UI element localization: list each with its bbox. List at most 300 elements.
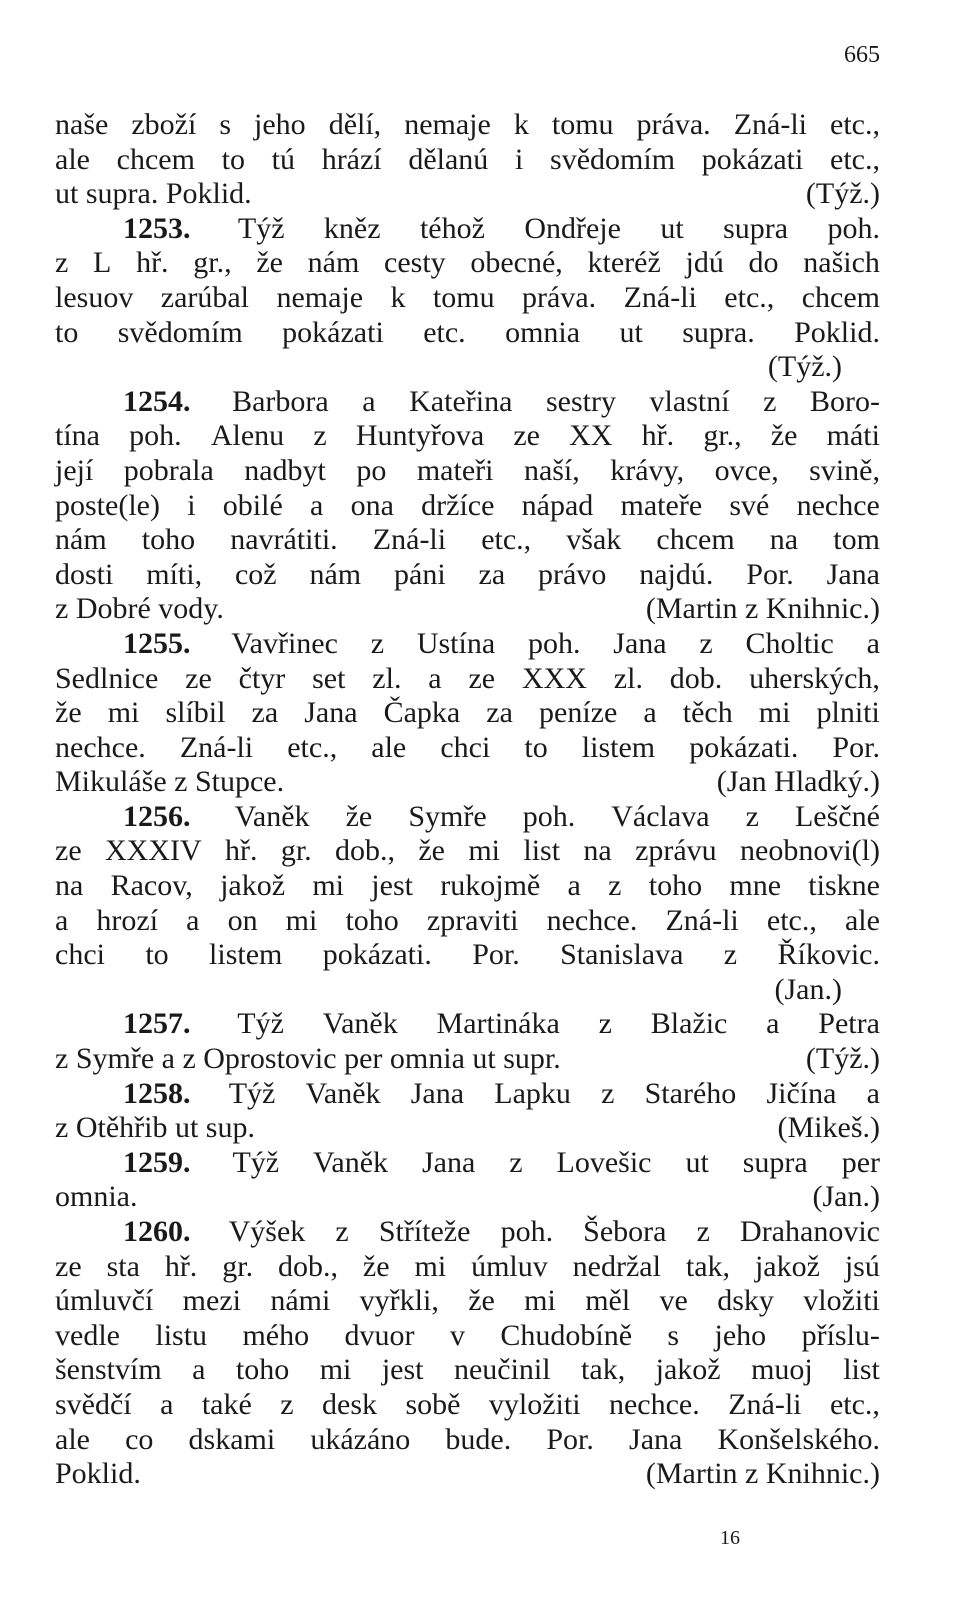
word: mi — [758, 696, 791, 730]
word: práva. — [522, 280, 597, 314]
word: kněz — [323, 211, 381, 245]
word: to — [221, 142, 245, 176]
word: naší, — [523, 453, 580, 487]
entry-number: 1260. — [123, 1215, 191, 1248]
word: Ustína — [416, 626, 496, 660]
word: L — [93, 246, 112, 280]
word: tom — [833, 523, 880, 557]
word: svědčí — [55, 1387, 132, 1421]
text-line — [55, 489, 880, 524]
word: Racov, — [110, 869, 193, 903]
word: ale — [844, 903, 880, 937]
word: ale — [371, 730, 407, 764]
word: a — [643, 696, 657, 730]
word: tak, — [685, 1249, 731, 1283]
word: z — [370, 626, 385, 660]
word: ut — [685, 1145, 709, 1179]
word: muoj — [751, 1353, 813, 1387]
word: chci — [440, 730, 491, 764]
text-line — [55, 316, 880, 351]
word: nápad — [521, 488, 594, 522]
text-line — [55, 869, 880, 904]
word: že — [362, 1249, 390, 1283]
word: to — [524, 730, 548, 764]
word: a — [186, 903, 200, 937]
page-number: 665 — [844, 42, 880, 68]
word: etc., — [287, 730, 338, 764]
text-line — [55, 350, 880, 385]
word: a — [160, 1387, 174, 1421]
word: supra. — [682, 315, 755, 349]
word: krávy, — [610, 453, 685, 487]
word: poh. — [527, 626, 581, 660]
word: Šebora — [583, 1215, 667, 1248]
word: obilé — [222, 488, 283, 522]
entry-number: 1255. — [123, 626, 191, 660]
word: nechce. — [55, 730, 146, 764]
text-line — [55, 212, 880, 247]
word: z — [723, 938, 738, 972]
word: jakož — [220, 869, 286, 903]
word: dělí, — [328, 108, 382, 141]
word: etc., — [481, 523, 532, 557]
word: Choltic — [745, 626, 834, 660]
word: v — [449, 1318, 465, 1352]
word: poh. — [827, 211, 880, 245]
text-line — [55, 592, 880, 627]
word: Symře — [408, 799, 487, 833]
word: neobnovi(l) — [740, 834, 880, 868]
word: vložiti — [803, 1284, 880, 1318]
word: Lapku — [494, 1076, 571, 1110]
word: mi — [468, 834, 501, 868]
word: na — [769, 523, 799, 557]
word: dělanú — [408, 142, 489, 176]
scribe-attribution: (Jan.) — [812, 1180, 880, 1214]
text-line — [55, 800, 880, 835]
word: ze — [468, 661, 496, 695]
word: to — [55, 315, 79, 349]
word: Petra — [818, 1007, 880, 1041]
word: svině, — [809, 453, 880, 487]
word: nám — [307, 246, 360, 280]
word: Jana — [410, 1076, 465, 1110]
word: i — [187, 488, 196, 522]
word: námi — [270, 1284, 331, 1318]
word: mi — [285, 903, 318, 937]
word: ze — [513, 419, 540, 453]
word: slíbil — [165, 696, 226, 730]
word: Zná-li — [728, 1387, 802, 1421]
word: nám — [55, 523, 107, 557]
word: Jana — [421, 1145, 476, 1179]
line-text: omnia. — [55, 1180, 138, 1214]
word: Říkovic. — [777, 938, 880, 972]
text-line — [55, 1042, 880, 1077]
word: jakož — [655, 1353, 721, 1387]
word: etc., — [830, 108, 880, 141]
word: rukojmě — [440, 869, 541, 903]
word: a — [192, 1353, 206, 1387]
word: neučinil — [453, 1353, 551, 1387]
word: po — [356, 453, 387, 487]
word: Chudobíně — [500, 1318, 633, 1352]
word: dosti — [55, 557, 114, 591]
text-line — [55, 281, 880, 316]
word: poh. — [129, 419, 182, 453]
word: k — [513, 108, 529, 141]
text-line — [55, 765, 880, 800]
word: Stanislava — [560, 938, 684, 972]
word: Vaněk — [305, 1076, 381, 1110]
word: poh. — [500, 1215, 554, 1248]
text-line — [55, 1146, 880, 1181]
word: právo — [538, 557, 607, 591]
text-line — [55, 696, 880, 731]
text-line — [55, 419, 880, 454]
word: mého — [242, 1318, 310, 1352]
word: našich — [803, 246, 880, 280]
word: jest — [371, 869, 413, 903]
word: chcem — [116, 142, 195, 176]
word: což — [234, 557, 277, 591]
word: Lovešic — [556, 1145, 652, 1179]
word: mateři — [416, 453, 494, 487]
word: příslu- — [801, 1318, 880, 1352]
word: per — [841, 1145, 880, 1179]
word: jsú — [844, 1249, 880, 1283]
word: dskami — [188, 1422, 276, 1456]
word: lesuov — [55, 280, 134, 314]
word: chcem — [801, 280, 880, 314]
word: hř. — [136, 246, 169, 280]
word: držíce — [421, 488, 495, 522]
word: nechce. — [546, 903, 638, 937]
word: Václava — [611, 799, 710, 833]
text-line — [55, 246, 880, 281]
word: čtyr — [238, 661, 286, 695]
word: svědomím — [550, 142, 676, 176]
word: naše — [55, 108, 109, 141]
word: s — [667, 1318, 680, 1352]
word: to — [145, 938, 169, 972]
line-text: Poklid. — [55, 1457, 141, 1491]
text-line — [55, 1284, 880, 1319]
word: jakož — [754, 1249, 820, 1283]
word: Drahanovic — [740, 1215, 880, 1248]
word: máti — [826, 419, 880, 453]
word: jeho — [254, 108, 306, 141]
scribe-attribution: (Martin z Knihnic.) — [645, 1457, 880, 1491]
line-text: Mikuláše z Stupce. — [55, 765, 285, 799]
word: Sedlnice — [55, 661, 159, 695]
word: Zná-li — [372, 523, 447, 557]
word: úmluv — [471, 1249, 548, 1283]
word: zboží — [131, 108, 197, 141]
word: Jana — [613, 626, 667, 660]
signature-mark: 16 — [720, 1527, 740, 1549]
word: a — [866, 1076, 880, 1110]
word: z — [699, 626, 713, 660]
word: ale — [55, 1422, 90, 1456]
word: z — [763, 384, 777, 418]
word: poh. — [522, 799, 576, 833]
word: dob., — [278, 1249, 338, 1283]
word: do — [748, 246, 779, 280]
entry-number: 1259. — [123, 1145, 191, 1179]
text-line — [55, 627, 880, 662]
word: nedržal — [572, 1249, 661, 1283]
word: Ondřeje — [524, 211, 621, 245]
word: šenstvím — [55, 1353, 162, 1387]
text-line — [55, 143, 880, 178]
word: z — [335, 1215, 349, 1248]
word: svědomím — [117, 315, 243, 349]
word: vyřkli, — [359, 1284, 439, 1318]
scribe-attribution: (Martin z Knihnic.) — [645, 592, 880, 626]
word: XXXIV — [104, 834, 202, 868]
word: Stříteže — [378, 1215, 471, 1248]
word: Vaněk — [234, 799, 310, 833]
line-text: z Symře a z Oprostovic per omnia ut supr. — [55, 1042, 561, 1076]
word: chci — [55, 938, 105, 972]
word: pokázati — [282, 315, 384, 349]
word: Zná-li — [733, 108, 807, 141]
text-line — [55, 108, 880, 143]
word: dvuor — [344, 1318, 415, 1352]
text-line — [55, 454, 880, 489]
word: tomu — [432, 280, 495, 314]
word: a — [310, 488, 324, 522]
word: plniti — [816, 696, 880, 730]
word: nemaje — [276, 280, 364, 314]
word: Por. — [832, 730, 880, 764]
word: desk — [322, 1387, 378, 1421]
word: a — [567, 869, 581, 903]
word: hř. — [164, 1249, 198, 1283]
word: etc., — [766, 903, 817, 937]
word: Boro- — [810, 384, 880, 418]
word: zl. — [613, 661, 643, 695]
word: její — [55, 453, 94, 487]
word: mateře — [620, 488, 703, 522]
word: peníze — [539, 696, 618, 730]
word: uherských, — [749, 661, 880, 695]
text-line — [55, 177, 880, 212]
word: Vaněk — [313, 1145, 389, 1179]
word: že — [256, 246, 283, 280]
word: gr., — [703, 419, 742, 453]
word: z — [608, 869, 622, 903]
word: Týž — [232, 1145, 280, 1179]
entry-number: 1257. — [123, 1007, 191, 1041]
word: Vavřinec — [231, 626, 338, 660]
word: vedle — [55, 1318, 120, 1352]
word: sta — [106, 1249, 140, 1283]
word: za — [478, 557, 506, 591]
word: mi — [107, 696, 140, 730]
text-line — [55, 834, 880, 869]
word: z — [55, 246, 69, 280]
word: z — [280, 1387, 294, 1421]
text-line — [55, 938, 880, 973]
word: a — [428, 661, 442, 695]
text-line — [55, 1319, 880, 1354]
word: hř. — [224, 834, 258, 868]
word: Por. — [472, 938, 520, 972]
word: mi — [524, 1284, 556, 1318]
word: těch — [682, 696, 733, 730]
word: toho — [235, 1353, 290, 1387]
word: hrozí — [96, 903, 159, 937]
word: sobě — [405, 1387, 461, 1421]
word: Por. — [746, 557, 794, 591]
text-line — [55, 385, 880, 420]
scribe-attribution: (Jan Hladký.) — [716, 765, 880, 799]
word: etc., — [724, 280, 775, 314]
word: nadbyt — [244, 453, 326, 487]
word: ukázáno — [310, 1422, 411, 1456]
word: ve — [659, 1284, 688, 1318]
text-line — [55, 662, 880, 697]
word: jest — [381, 1353, 424, 1387]
text-line — [55, 731, 880, 766]
word: tomu — [551, 108, 614, 141]
text-line — [55, 1250, 880, 1285]
word: navrátiti. — [230, 523, 338, 557]
word: Zná-li — [623, 280, 697, 314]
entry-number: 1256. — [123, 799, 191, 833]
word: etc., — [830, 142, 880, 176]
word: gr. — [280, 834, 312, 868]
word: Jana — [304, 696, 358, 730]
word: supra — [723, 211, 789, 245]
word: zl. — [372, 661, 402, 695]
word: jdú — [685, 246, 724, 280]
word: ona — [350, 488, 394, 522]
word: páni — [394, 557, 446, 591]
word: mne — [729, 869, 782, 903]
word: své — [729, 488, 770, 522]
word: poste(le) — [55, 488, 160, 522]
word: Alenu — [210, 419, 285, 453]
word: toho — [141, 523, 196, 557]
word: Poklid. — [794, 315, 880, 349]
word: Čapka — [383, 696, 461, 730]
word: úmluvčí — [55, 1284, 154, 1318]
text-line — [55, 523, 880, 558]
word: Leščné — [794, 799, 880, 833]
word: vlastní — [649, 384, 730, 418]
scribe-attribution: (Týž.) — [805, 177, 880, 211]
word: Týž — [228, 1076, 276, 1110]
word: téhož — [419, 211, 485, 245]
word: z — [745, 799, 759, 833]
word: Blažic — [650, 1007, 728, 1041]
word: ze — [55, 834, 82, 868]
word: obecné, — [470, 246, 563, 280]
word: gr., — [193, 246, 232, 280]
text-line — [55, 1388, 880, 1423]
word: omnia — [505, 315, 581, 349]
word: na — [583, 834, 612, 868]
scribe-attribution: (Týž.) — [767, 350, 842, 384]
word: co — [125, 1422, 154, 1456]
word: pokázati. — [322, 938, 432, 972]
word: zpraviti — [426, 903, 519, 937]
word: také — [201, 1387, 252, 1421]
word: Kateřina — [409, 384, 513, 418]
document-body — [55, 108, 880, 1492]
word: mi — [312, 869, 345, 903]
word: mezi — [182, 1284, 241, 1318]
word: že — [770, 419, 798, 453]
word: kteréž — [587, 246, 661, 280]
word: nechce. — [608, 1387, 700, 1421]
text-line — [55, 1423, 880, 1458]
word: toho — [648, 869, 703, 903]
word: z — [696, 1215, 710, 1248]
word: ut — [660, 211, 684, 245]
word: že — [55, 696, 82, 730]
word: z — [313, 419, 327, 453]
word: Por. — [546, 1422, 594, 1456]
word: zprávu — [635, 834, 717, 868]
word: zarúbal — [160, 280, 250, 314]
word: mi — [319, 1353, 352, 1387]
word: nemaje — [404, 108, 491, 141]
line-text: ut supra. Poklid. — [55, 177, 252, 211]
word: tiskne — [808, 869, 880, 903]
word: pokázati. — [689, 730, 799, 764]
word: a — [362, 384, 376, 418]
word: Zná-li — [665, 903, 739, 937]
word: list — [523, 834, 561, 868]
word: vyložiti — [488, 1387, 581, 1421]
text-line — [55, 1111, 880, 1146]
word: hrází — [321, 142, 382, 176]
word: listem — [209, 938, 283, 972]
scribe-attribution: (Mikeš.) — [777, 1111, 880, 1145]
word: na — [55, 869, 84, 903]
word: a — [55, 903, 69, 937]
word: Zná-li — [179, 730, 254, 764]
text-line — [55, 1215, 880, 1250]
word: že — [468, 1284, 495, 1318]
entry-number: 1254. — [123, 384, 191, 418]
word: Martináka — [436, 1007, 560, 1041]
word: míti, — [146, 557, 203, 591]
word: dob. — [669, 661, 723, 695]
word: ut — [619, 315, 643, 349]
text-line — [55, 1077, 880, 1112]
word: ze — [55, 1249, 82, 1283]
word: práva. — [636, 108, 711, 141]
word: Konšelského. — [717, 1422, 880, 1456]
word: ze — [185, 661, 212, 695]
word: XXX — [521, 661, 587, 695]
scribe-attribution: (Týž.) — [805, 1042, 880, 1076]
word: Jana — [629, 1422, 683, 1456]
word: Barbora — [232, 384, 329, 418]
word: ale — [55, 142, 90, 176]
word: však — [566, 523, 622, 557]
word: mi — [414, 1249, 447, 1283]
word: že — [418, 834, 445, 868]
text-line — [55, 1180, 880, 1215]
word: Vaněk — [322, 1007, 398, 1041]
word: Huntyřova — [355, 419, 485, 453]
